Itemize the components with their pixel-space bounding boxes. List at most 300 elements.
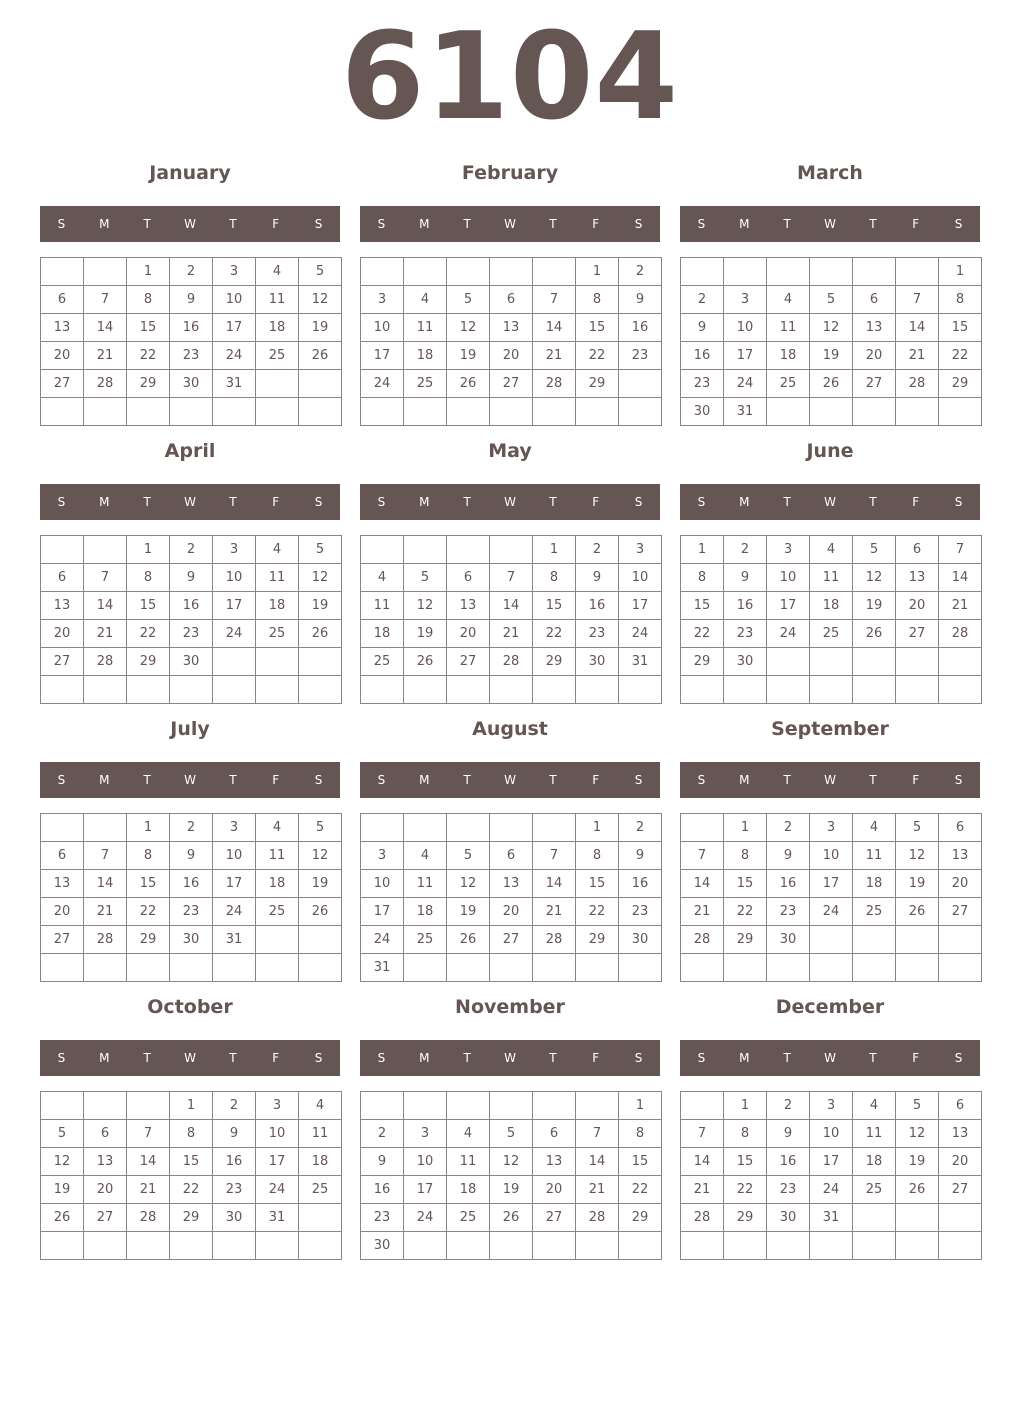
day-cell: 28 (84, 370, 127, 398)
day-cell: 15 (533, 592, 576, 620)
day-cell: 12 (896, 842, 939, 870)
day-cell: 30 (170, 370, 213, 398)
day-cell (127, 954, 170, 982)
week-row (681, 842, 982, 870)
week-row (41, 1204, 342, 1232)
weekday-label: F (592, 217, 600, 231)
day-cell: 22 (576, 898, 619, 926)
day-cell (299, 1204, 342, 1232)
day-cell (84, 398, 127, 426)
day-cell: 13 (41, 592, 84, 620)
day-cell: 3 (404, 1120, 447, 1148)
week-row (41, 898, 342, 926)
weekday-label: W (824, 773, 836, 787)
day-cell: 15 (939, 314, 982, 342)
day-cell (84, 814, 127, 842)
weekday-header (40, 206, 340, 242)
month-name: November (455, 996, 565, 1018)
day-cell: 13 (896, 564, 939, 592)
day-cell (170, 398, 213, 426)
day-cell: 17 (619, 592, 662, 620)
day-cell (404, 1232, 447, 1260)
day-cell (896, 954, 939, 982)
weekday-label: M (419, 217, 430, 231)
day-cell: 2 (170, 258, 213, 286)
day-cell (213, 676, 256, 704)
weekday-header (680, 1040, 980, 1076)
day-cell: 30 (619, 926, 662, 954)
week-row (361, 592, 662, 620)
day-cell (619, 954, 662, 982)
day-cell (853, 676, 896, 704)
day-cell (299, 1232, 342, 1260)
day-cell: 9 (213, 1120, 256, 1148)
day-cell: 18 (853, 1148, 896, 1176)
day-cell (896, 676, 939, 704)
day-cell: 19 (299, 314, 342, 342)
day-cell (724, 258, 767, 286)
day-cell (490, 676, 533, 704)
day-cell: 17 (767, 592, 810, 620)
day-cell: 23 (767, 898, 810, 926)
day-cell: 28 (127, 1204, 170, 1232)
day-cell: 25 (853, 1176, 896, 1204)
day-cell (939, 1232, 982, 1260)
day-cell (404, 676, 447, 704)
weekday-label: F (912, 1051, 920, 1065)
week-row (681, 1120, 982, 1148)
day-cell: 19 (853, 592, 896, 620)
day-cell: 20 (853, 342, 896, 370)
day-cell: 20 (41, 898, 84, 926)
week-row (41, 286, 342, 314)
day-cell (213, 954, 256, 982)
day-cell: 22 (576, 342, 619, 370)
day-cell: 7 (681, 1120, 724, 1148)
day-cell: 4 (767, 286, 810, 314)
day-cell: 9 (576, 564, 619, 592)
weekday-label: S (634, 1051, 643, 1065)
day-cell (84, 1092, 127, 1120)
weekday-label: T (229, 495, 237, 509)
day-grid (680, 813, 982, 982)
day-cell: 17 (213, 870, 256, 898)
day-cell: 5 (447, 286, 490, 314)
day-cell: 13 (939, 842, 982, 870)
day-cell: 31 (361, 954, 404, 982)
day-cell (256, 676, 299, 704)
week-row (361, 1120, 662, 1148)
day-cell (170, 1232, 213, 1260)
day-cell: 3 (213, 814, 256, 842)
day-cell (681, 1092, 724, 1120)
day-cell (681, 1232, 724, 1260)
weekday-label: M (419, 1051, 430, 1065)
day-cell (810, 1232, 853, 1260)
day-cell: 18 (853, 870, 896, 898)
day-cell: 26 (490, 1204, 533, 1232)
day-cell: 16 (619, 870, 662, 898)
day-cell (447, 258, 490, 286)
day-cell: 7 (127, 1120, 170, 1148)
week-row (361, 370, 662, 398)
weekday-label: T (869, 773, 877, 787)
day-cell: 26 (853, 620, 896, 648)
week-row (361, 648, 662, 676)
week-row (681, 870, 982, 898)
day-cell: 10 (810, 1120, 853, 1148)
day-cell: 2 (619, 814, 662, 842)
day-cell: 13 (41, 314, 84, 342)
day-cell: 28 (533, 370, 576, 398)
day-cell: 15 (681, 592, 724, 620)
day-cell: 21 (939, 592, 982, 620)
day-cell: 2 (576, 536, 619, 564)
weekday-label: S (634, 495, 643, 509)
day-cell: 6 (896, 536, 939, 564)
day-cell (896, 258, 939, 286)
day-cell: 12 (404, 592, 447, 620)
day-cell: 14 (127, 1148, 170, 1176)
day-cell: 16 (767, 870, 810, 898)
weekday-label: S (697, 1051, 706, 1065)
day-cell: 14 (896, 314, 939, 342)
day-cell: 9 (170, 286, 213, 314)
day-cell (41, 1092, 84, 1120)
day-cell (619, 370, 662, 398)
day-cell: 18 (299, 1148, 342, 1176)
day-cell: 16 (619, 314, 662, 342)
day-cell (853, 926, 896, 954)
day-cell: 9 (170, 842, 213, 870)
day-cell: 5 (490, 1120, 533, 1148)
day-cell: 27 (896, 620, 939, 648)
day-cell: 8 (127, 286, 170, 314)
weekday-label: W (184, 1051, 196, 1065)
day-cell: 28 (533, 926, 576, 954)
day-cell: 8 (619, 1120, 662, 1148)
weekday-label: T (143, 217, 151, 231)
day-cell: 14 (681, 870, 724, 898)
weekday-label: T (463, 495, 471, 509)
day-cell: 23 (576, 620, 619, 648)
year-title: 6104 (341, 8, 679, 147)
day-cell: 4 (853, 814, 896, 842)
day-cell: 31 (256, 1204, 299, 1232)
weekday-label: M (419, 495, 430, 509)
day-cell: 2 (361, 1120, 404, 1148)
day-cell (41, 258, 84, 286)
day-cell: 20 (939, 1148, 982, 1176)
day-cell: 27 (853, 370, 896, 398)
day-cell: 29 (576, 370, 619, 398)
day-cell (681, 676, 724, 704)
day-cell: 14 (84, 592, 127, 620)
day-cell: 3 (361, 286, 404, 314)
day-cell (681, 814, 724, 842)
day-cell: 25 (853, 898, 896, 926)
weekday-label: F (912, 773, 920, 787)
day-cell (447, 814, 490, 842)
weekday-label: M (99, 495, 110, 509)
day-cell: 28 (490, 648, 533, 676)
week-row (361, 926, 662, 954)
day-cell: 22 (170, 1176, 213, 1204)
day-cell: 24 (361, 926, 404, 954)
day-cell (810, 398, 853, 426)
day-cell: 1 (619, 1092, 662, 1120)
weekday-label: T (463, 217, 471, 231)
day-cell (576, 676, 619, 704)
day-cell: 21 (681, 898, 724, 926)
weekday-label: S (634, 217, 643, 231)
week-row (361, 842, 662, 870)
day-cell: 17 (724, 342, 767, 370)
weekday-label: M (739, 495, 750, 509)
day-cell: 24 (810, 898, 853, 926)
day-cell: 7 (576, 1120, 619, 1148)
week-row (681, 1092, 982, 1120)
day-cell (41, 398, 84, 426)
week-row (361, 258, 662, 286)
day-cell: 24 (213, 342, 256, 370)
day-cell: 25 (810, 620, 853, 648)
weekday-label: T (549, 773, 557, 787)
day-cell: 24 (767, 620, 810, 648)
day-cell (447, 676, 490, 704)
day-cell (361, 398, 404, 426)
day-cell: 26 (896, 1176, 939, 1204)
day-cell: 27 (533, 1204, 576, 1232)
day-cell: 19 (41, 1176, 84, 1204)
day-cell: 23 (619, 342, 662, 370)
day-cell: 27 (939, 1176, 982, 1204)
day-cell: 24 (810, 1176, 853, 1204)
day-cell: 8 (533, 564, 576, 592)
day-cell: 25 (404, 926, 447, 954)
week-row (41, 1120, 342, 1148)
weekday-header (40, 1040, 340, 1076)
day-cell: 24 (404, 1204, 447, 1232)
day-cell: 7 (533, 842, 576, 870)
day-cell: 24 (213, 898, 256, 926)
day-cell: 31 (619, 648, 662, 676)
day-cell: 7 (84, 564, 127, 592)
day-cell: 10 (361, 314, 404, 342)
day-cell (576, 1232, 619, 1260)
weekday-header (360, 1040, 660, 1076)
month-name: July (170, 718, 210, 740)
day-cell: 10 (361, 870, 404, 898)
day-cell: 26 (896, 898, 939, 926)
day-cell: 28 (84, 926, 127, 954)
day-cell: 16 (681, 342, 724, 370)
day-cell: 30 (170, 926, 213, 954)
day-cell (896, 1204, 939, 1232)
month-name: June (806, 440, 854, 462)
day-cell: 19 (447, 898, 490, 926)
day-cell: 22 (127, 620, 170, 648)
day-cell (533, 676, 576, 704)
day-cell: 4 (853, 1092, 896, 1120)
day-cell: 18 (256, 314, 299, 342)
day-cell (939, 954, 982, 982)
day-cell: 12 (299, 286, 342, 314)
day-cell (361, 814, 404, 842)
week-row (361, 398, 662, 426)
day-cell: 21 (533, 342, 576, 370)
day-cell (810, 648, 853, 676)
day-cell: 9 (361, 1148, 404, 1176)
weekday-label: T (783, 773, 791, 787)
day-cell: 30 (576, 648, 619, 676)
day-cell: 1 (170, 1092, 213, 1120)
day-cell: 23 (681, 370, 724, 398)
day-cell (533, 814, 576, 842)
day-cell: 27 (41, 648, 84, 676)
day-cell (213, 648, 256, 676)
day-cell: 18 (447, 1176, 490, 1204)
week-row (681, 954, 982, 982)
month-name: March (797, 162, 863, 184)
day-cell: 19 (299, 592, 342, 620)
weekday-label: M (99, 1051, 110, 1065)
day-cell: 10 (213, 564, 256, 592)
day-cell: 10 (404, 1148, 447, 1176)
day-cell: 8 (681, 564, 724, 592)
day-cell: 29 (576, 926, 619, 954)
day-cell: 4 (299, 1092, 342, 1120)
day-cell: 12 (853, 564, 896, 592)
day-cell: 28 (681, 1204, 724, 1232)
weekday-label: F (272, 217, 280, 231)
day-cell: 5 (896, 814, 939, 842)
day-cell: 26 (299, 898, 342, 926)
day-cell: 9 (619, 286, 662, 314)
weekday-label: S (377, 1051, 386, 1065)
weekday-label: S (697, 495, 706, 509)
day-cell: 3 (724, 286, 767, 314)
day-cell (256, 370, 299, 398)
day-cell: 19 (810, 342, 853, 370)
day-cell: 22 (939, 342, 982, 370)
day-cell: 3 (810, 1092, 853, 1120)
weekday-label: S (57, 1051, 66, 1065)
day-cell: 22 (127, 342, 170, 370)
week-row (361, 1232, 662, 1260)
day-cell: 28 (939, 620, 982, 648)
week-row (681, 814, 982, 842)
week-row (41, 648, 342, 676)
day-cell: 29 (619, 1204, 662, 1232)
week-row (361, 1176, 662, 1204)
day-cell (127, 398, 170, 426)
day-cell: 29 (127, 648, 170, 676)
day-cell: 18 (404, 342, 447, 370)
weekday-label: T (143, 495, 151, 509)
day-cell: 27 (84, 1204, 127, 1232)
day-cell: 20 (447, 620, 490, 648)
weekday-label: S (954, 1051, 963, 1065)
weekday-label: F (592, 773, 600, 787)
day-cell: 24 (361, 370, 404, 398)
day-grid (40, 257, 342, 426)
week-row (41, 842, 342, 870)
day-cell (127, 1092, 170, 1120)
week-row (41, 536, 342, 564)
day-cell: 18 (256, 870, 299, 898)
day-cell (939, 676, 982, 704)
day-cell: 12 (299, 842, 342, 870)
week-row (361, 898, 662, 926)
day-cell (533, 1232, 576, 1260)
day-cell (767, 398, 810, 426)
day-cell (810, 926, 853, 954)
day-cell (256, 398, 299, 426)
week-row (41, 1148, 342, 1176)
day-cell (810, 954, 853, 982)
day-cell (404, 814, 447, 842)
day-cell: 14 (533, 314, 576, 342)
day-cell: 10 (256, 1120, 299, 1148)
week-row (41, 676, 342, 704)
week-row (681, 676, 982, 704)
day-cell (404, 954, 447, 982)
weekday-label: T (869, 217, 877, 231)
day-cell: 23 (170, 620, 213, 648)
day-cell: 26 (41, 1204, 84, 1232)
month-name: December (775, 996, 885, 1018)
day-cell: 13 (41, 870, 84, 898)
weekday-label: T (463, 773, 471, 787)
weekday-label: F (592, 1051, 600, 1065)
day-cell (533, 1092, 576, 1120)
weekday-label: W (184, 773, 196, 787)
day-cell (724, 676, 767, 704)
week-row (681, 342, 982, 370)
day-cell: 5 (810, 286, 853, 314)
week-row (41, 398, 342, 426)
day-cell: 8 (576, 842, 619, 870)
day-cell: 3 (213, 258, 256, 286)
day-cell (41, 536, 84, 564)
day-cell: 11 (299, 1120, 342, 1148)
weekday-header (360, 206, 660, 242)
day-cell (127, 1232, 170, 1260)
day-cell: 6 (447, 564, 490, 592)
week-row (361, 1092, 662, 1120)
day-cell: 15 (576, 870, 619, 898)
day-cell: 19 (404, 620, 447, 648)
day-cell: 13 (447, 592, 490, 620)
weekday-label: T (463, 1051, 471, 1065)
weekday-label: T (783, 217, 791, 231)
weekday-label: W (824, 217, 836, 231)
day-cell (724, 1232, 767, 1260)
day-cell: 8 (576, 286, 619, 314)
day-grid (40, 1091, 342, 1260)
day-cell: 15 (576, 314, 619, 342)
week-row (681, 1148, 982, 1176)
day-cell: 18 (361, 620, 404, 648)
day-cell: 4 (256, 814, 299, 842)
weekday-label: T (549, 217, 557, 231)
week-row (681, 1204, 982, 1232)
weekday-label: F (592, 495, 600, 509)
day-cell: 26 (404, 648, 447, 676)
weekday-label: M (99, 773, 110, 787)
day-cell: 20 (41, 620, 84, 648)
